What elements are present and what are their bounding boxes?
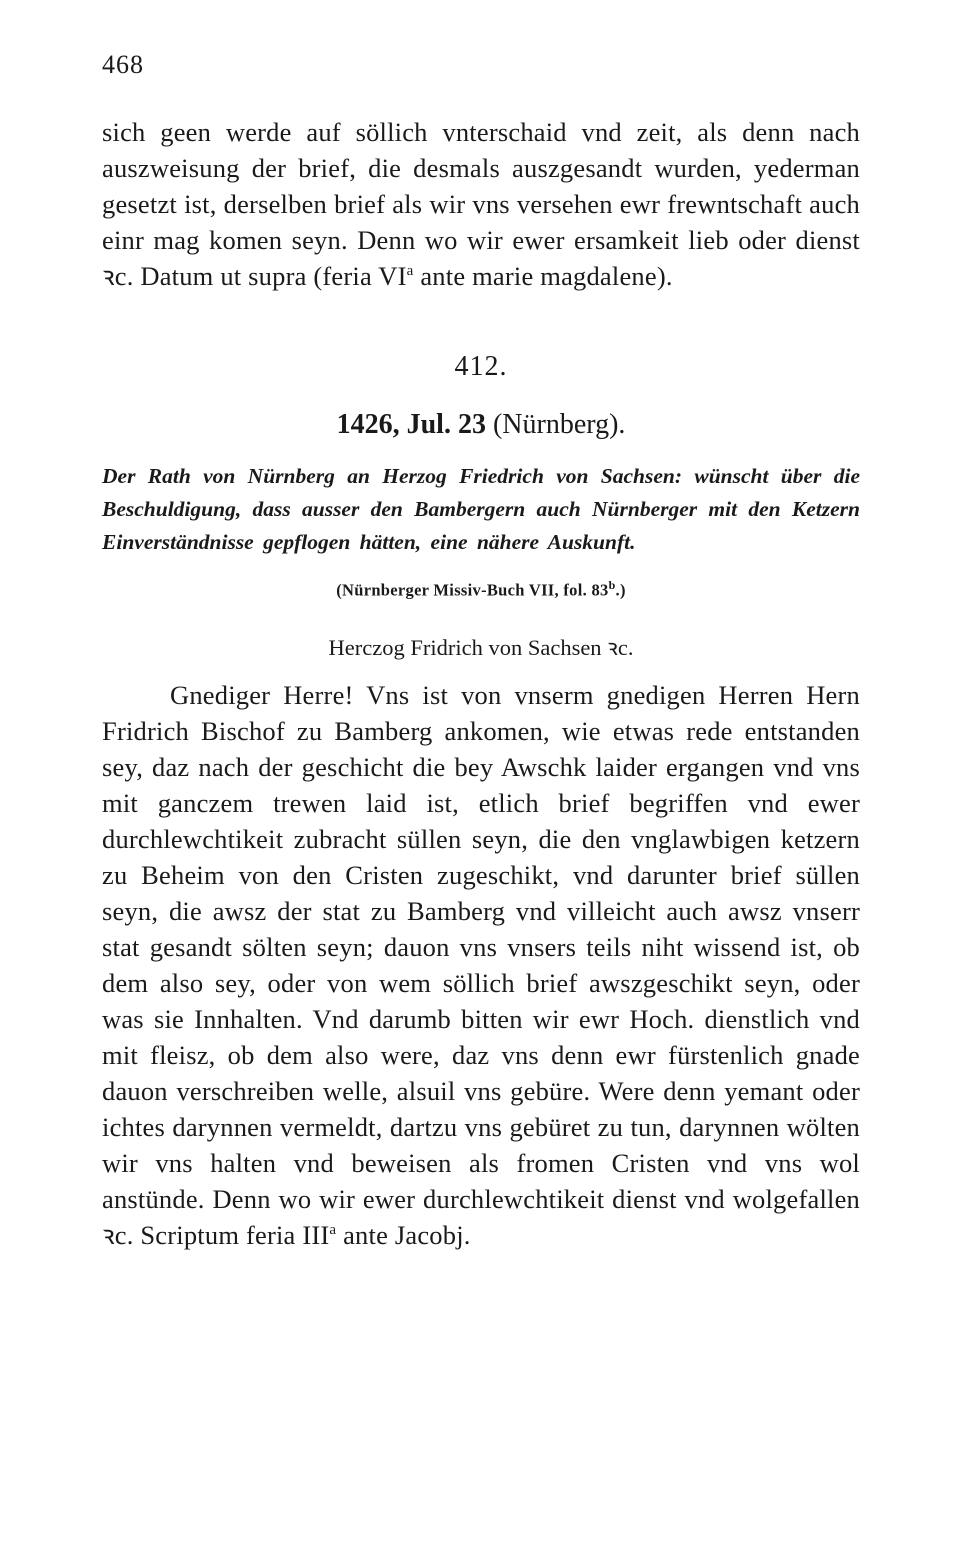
continuation-text: sich geen werde auf söllich vnterschaid vnd zeit, als denn nach auszweisung der brief, die desmals auszgesandt wurden, yederman gesetzt ist, derselben brief als wir vns versehen ewr frewntschaft auch einr mag komen seyn. Denn wo wir ewer ersamkeit lieb oder dienst ꝛc. Datum ut supra (feria VI xyxy=(102,117,860,291)
source-superscript: b xyxy=(608,578,616,592)
letter-body-text: Gnediger Herre! Vns ist von vnserm gnedigen Herren Hern Fridrich Bischof zu Bamberg ankomen, wie etwas rede entstanden sey, daz nach der geschicht die bey Awschk laider ergangen vnd vns mit ganczem trewen laid ist, etlich brief begriffen vnd ewer durchlewchtikeit zubracht süllen seyn, die den vnglawbigen ketzern zu Beheim von den Cristen zugeschikt, vnd darunter brief süllen seyn, die awsz der stat zu Bamberg vnd villeicht auch awsz vnserr stat gesandt sölten seyn; dauon vns vnsers teils niht wissend ist, ob dem also sey, oder von wem söllich brief awszgeschikt seyn, oder was sie Innhalten. Vnd darumb bitten wir ewr Hoch. dienstlich vnd mit fleisz, ob dem also were, daz vns denn ewr fürstenlich gnade dauon verschreiben welle, alsuil vns gebüre. Were denn yemant oder ichtes darynnen vermeldt, dartzu vns gebüret zu tun, darynnen wölten wir vns halten vnd beweisen als fromen Cristen vnd vns wol anstünde. Denn wo wir ewer durchlewchtikeit dienst vnd wolgefallen ꝛc. Scriptum feria III xyxy=(102,679,860,1250)
continuation-paragraph xyxy=(102,114,860,294)
letter-body xyxy=(102,677,860,1253)
book-page xyxy=(102,50,860,1253)
letter-body-text-end: ante Jacobj. xyxy=(336,1219,471,1250)
continuation-text-end: ante marie magdalene). xyxy=(413,261,673,291)
document-place: (Nürnberg). xyxy=(485,409,626,440)
document-summary: Der Rath von Nürnberg an Herzog Friedrich von Sachsen: wünscht über die Beschuldigung, dass ausser den Bambergern auch Nürnberger mit den Ketzern Einverständnisse gepflogen hätten, eine nähere Auskunft. xyxy=(102,464,860,554)
document-number: 412. xyxy=(454,351,508,382)
source-reference xyxy=(102,573,860,603)
continuation-superscript: a xyxy=(406,263,414,280)
page-number: 468 xyxy=(102,50,144,79)
letter-address: Herczog Fridrich von Sachsen ꝛc. xyxy=(328,634,634,660)
document-date xyxy=(102,408,860,442)
source-text: (Nürnberger Missiv-Buch VII, fol. 83 xyxy=(336,580,609,600)
document-date-value: 1426, Jul. 23 xyxy=(336,409,486,440)
letter-body-superscript: a xyxy=(329,1221,337,1238)
source-text-end: .) xyxy=(615,580,626,600)
